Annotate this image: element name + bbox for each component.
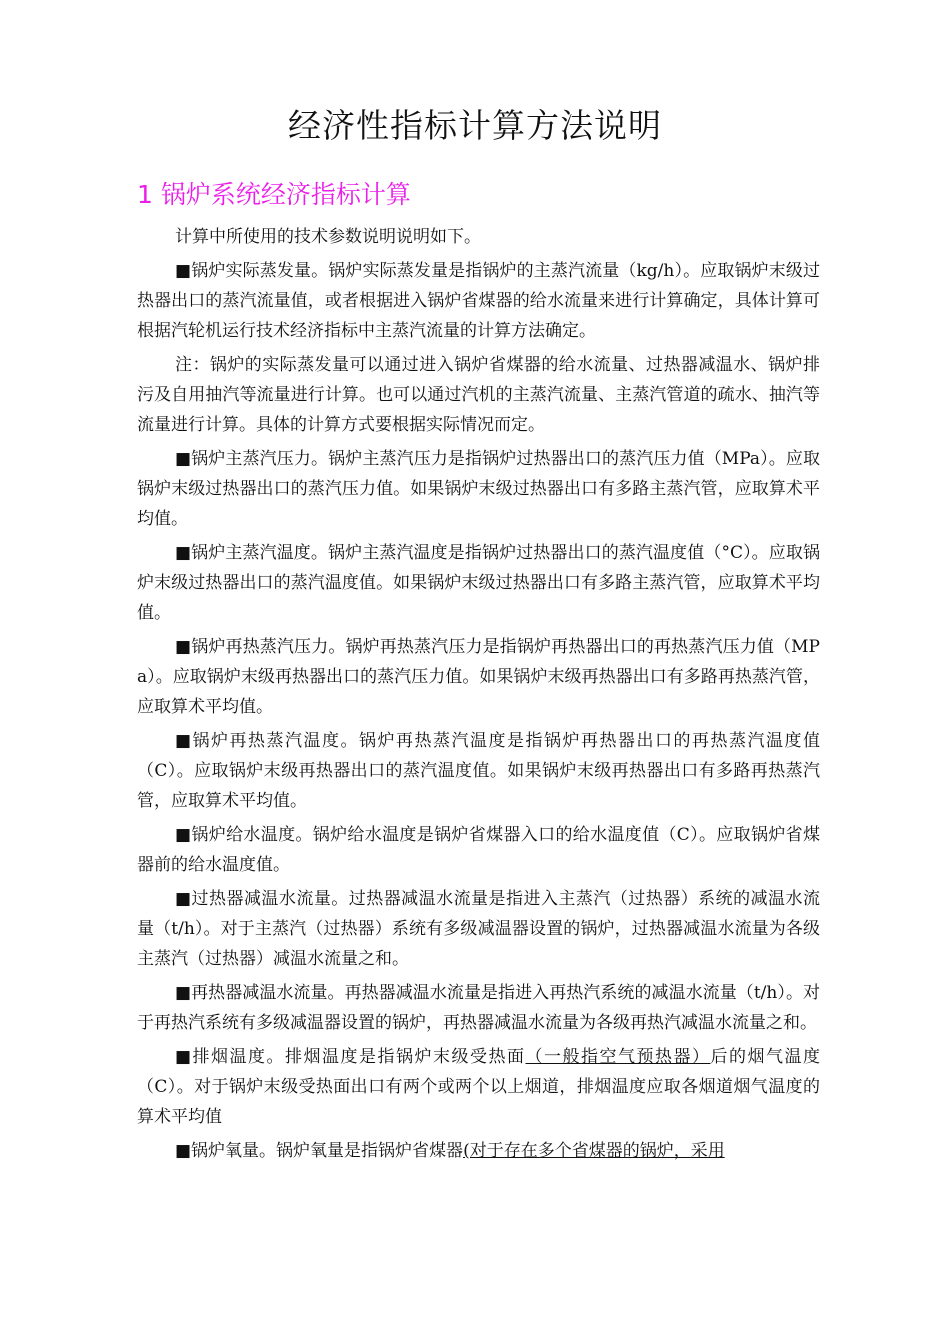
text-run: 后的烟气温度（C）。对于锅炉末级受热面出口有两个或两个以上烟道，排烟温度应取各烟道烟气温度的算术平均值	[137, 1047, 821, 1127]
text-run: ■锅炉氧量。锅炉氧量是指锅炉省煤器	[175, 1141, 464, 1161]
text-run: ■排烟温度。排烟温度是指锅炉末级受热面	[175, 1047, 526, 1067]
paragraph-feedwater-temperature: ■锅炉给水温度。锅炉给水温度是锅炉省煤器入口的给水温度值（C）。应取锅炉省煤器前的给水温度值。	[137, 825, 820, 875]
paragraph-evaporation: ■锅炉实际蒸发量。锅炉实际蒸发量是指锅炉的主蒸汽流量（kg/h）。应取锅炉末级过热器出口的蒸汽流量值，或者根据进入锅炉省煤器的给水流量来进行计算确定，具体计算可根据汽轮机运行技术经济指标中主蒸汽流量的计算方法确定。	[137, 261, 820, 341]
paragraph-superheater-spray: ■过热器减温水流量。过热器减温水流量是指进入主蒸汽（过热器）系统的减温水流量（t/h）。对于主蒸汽（过热器）系统有多级减温器设置的锅炉，过热器减温水流量为各级主蒸汽（过热器）减温水流量之和。	[137, 889, 820, 969]
paragraph-reheater-spray: ■再热器减温水流量。再热器减温水流量是指进入再热汽系统的减温水流量（t/h）。对于再热汽系统有多级减温器设置的锅炉，再热器减温水流量为各级再热汽减温水流量之和。	[137, 983, 820, 1033]
paragraph-main-steam-pressure: ■锅炉主蒸汽压力。锅炉主蒸汽压力是指锅炉过热器出口的蒸汽压力值（MPa）。应取锅炉末级过热器出口的蒸汽压力值。如果锅炉末级过热器出口有多路主蒸汽管，应取算术平均值。	[137, 449, 820, 529]
paragraph-reheat-temperature: ■锅炉再热蒸汽温度。锅炉再热蒸汽温度是指锅炉再热器出口的再热蒸汽温度值（C）。应取锅炉末级再热器出口的蒸汽温度值。如果锅炉末级再热器出口有多路再热蒸汽管，应取算术平均值。	[137, 731, 820, 811]
paragraph-boiler-oxygen	[137, 1136, 820, 1166]
paragraph-note: 注：锅炉的实际蒸发量可以通过进入锅炉省煤器的给水流量、过热器减温水、锅炉排污及自用抽汽等流量进行计算。也可以通过汽机的主蒸汽流量、主蒸汽管道的疏水、抽汽等流量进行计算。具体的计算方式要根据实际情况而定。	[137, 355, 820, 435]
document-title: 经济性指标计算方法说明	[288, 106, 662, 145]
paragraph-intro: 计算中所使用的技术参数说明说明如下。	[175, 227, 481, 247]
paragraph-reheat-pressure: ■锅炉再热蒸汽压力。锅炉再热蒸汽压力是指锅炉再热器出口的再热蒸汽压力值（MPa）。应取锅炉末级再热器出口的蒸汽压力值。如果锅炉末级再热器出口有多路再热蒸汽管，应取算术平均值。	[137, 637, 820, 717]
document-body	[137, 222, 820, 1166]
underlined-text: (对于存在多个省煤器的锅炉，采用	[463, 1141, 725, 1161]
paragraph-main-steam-temperature: ■锅炉主蒸汽温度。锅炉主蒸汽温度是指锅炉过热器出口的蒸汽温度值（°C）。应取锅炉末级过热器出口的蒸汽温度值。如果锅炉末级过热器出口有多路主蒸汽管，应取算术平均值。	[137, 543, 820, 623]
underlined-text: （一般指空气预热器）	[525, 1047, 711, 1067]
section-heading: 1 锅炉系统经济指标计算	[137, 180, 411, 209]
paragraph-exhaust-temperature	[137, 1042, 820, 1132]
